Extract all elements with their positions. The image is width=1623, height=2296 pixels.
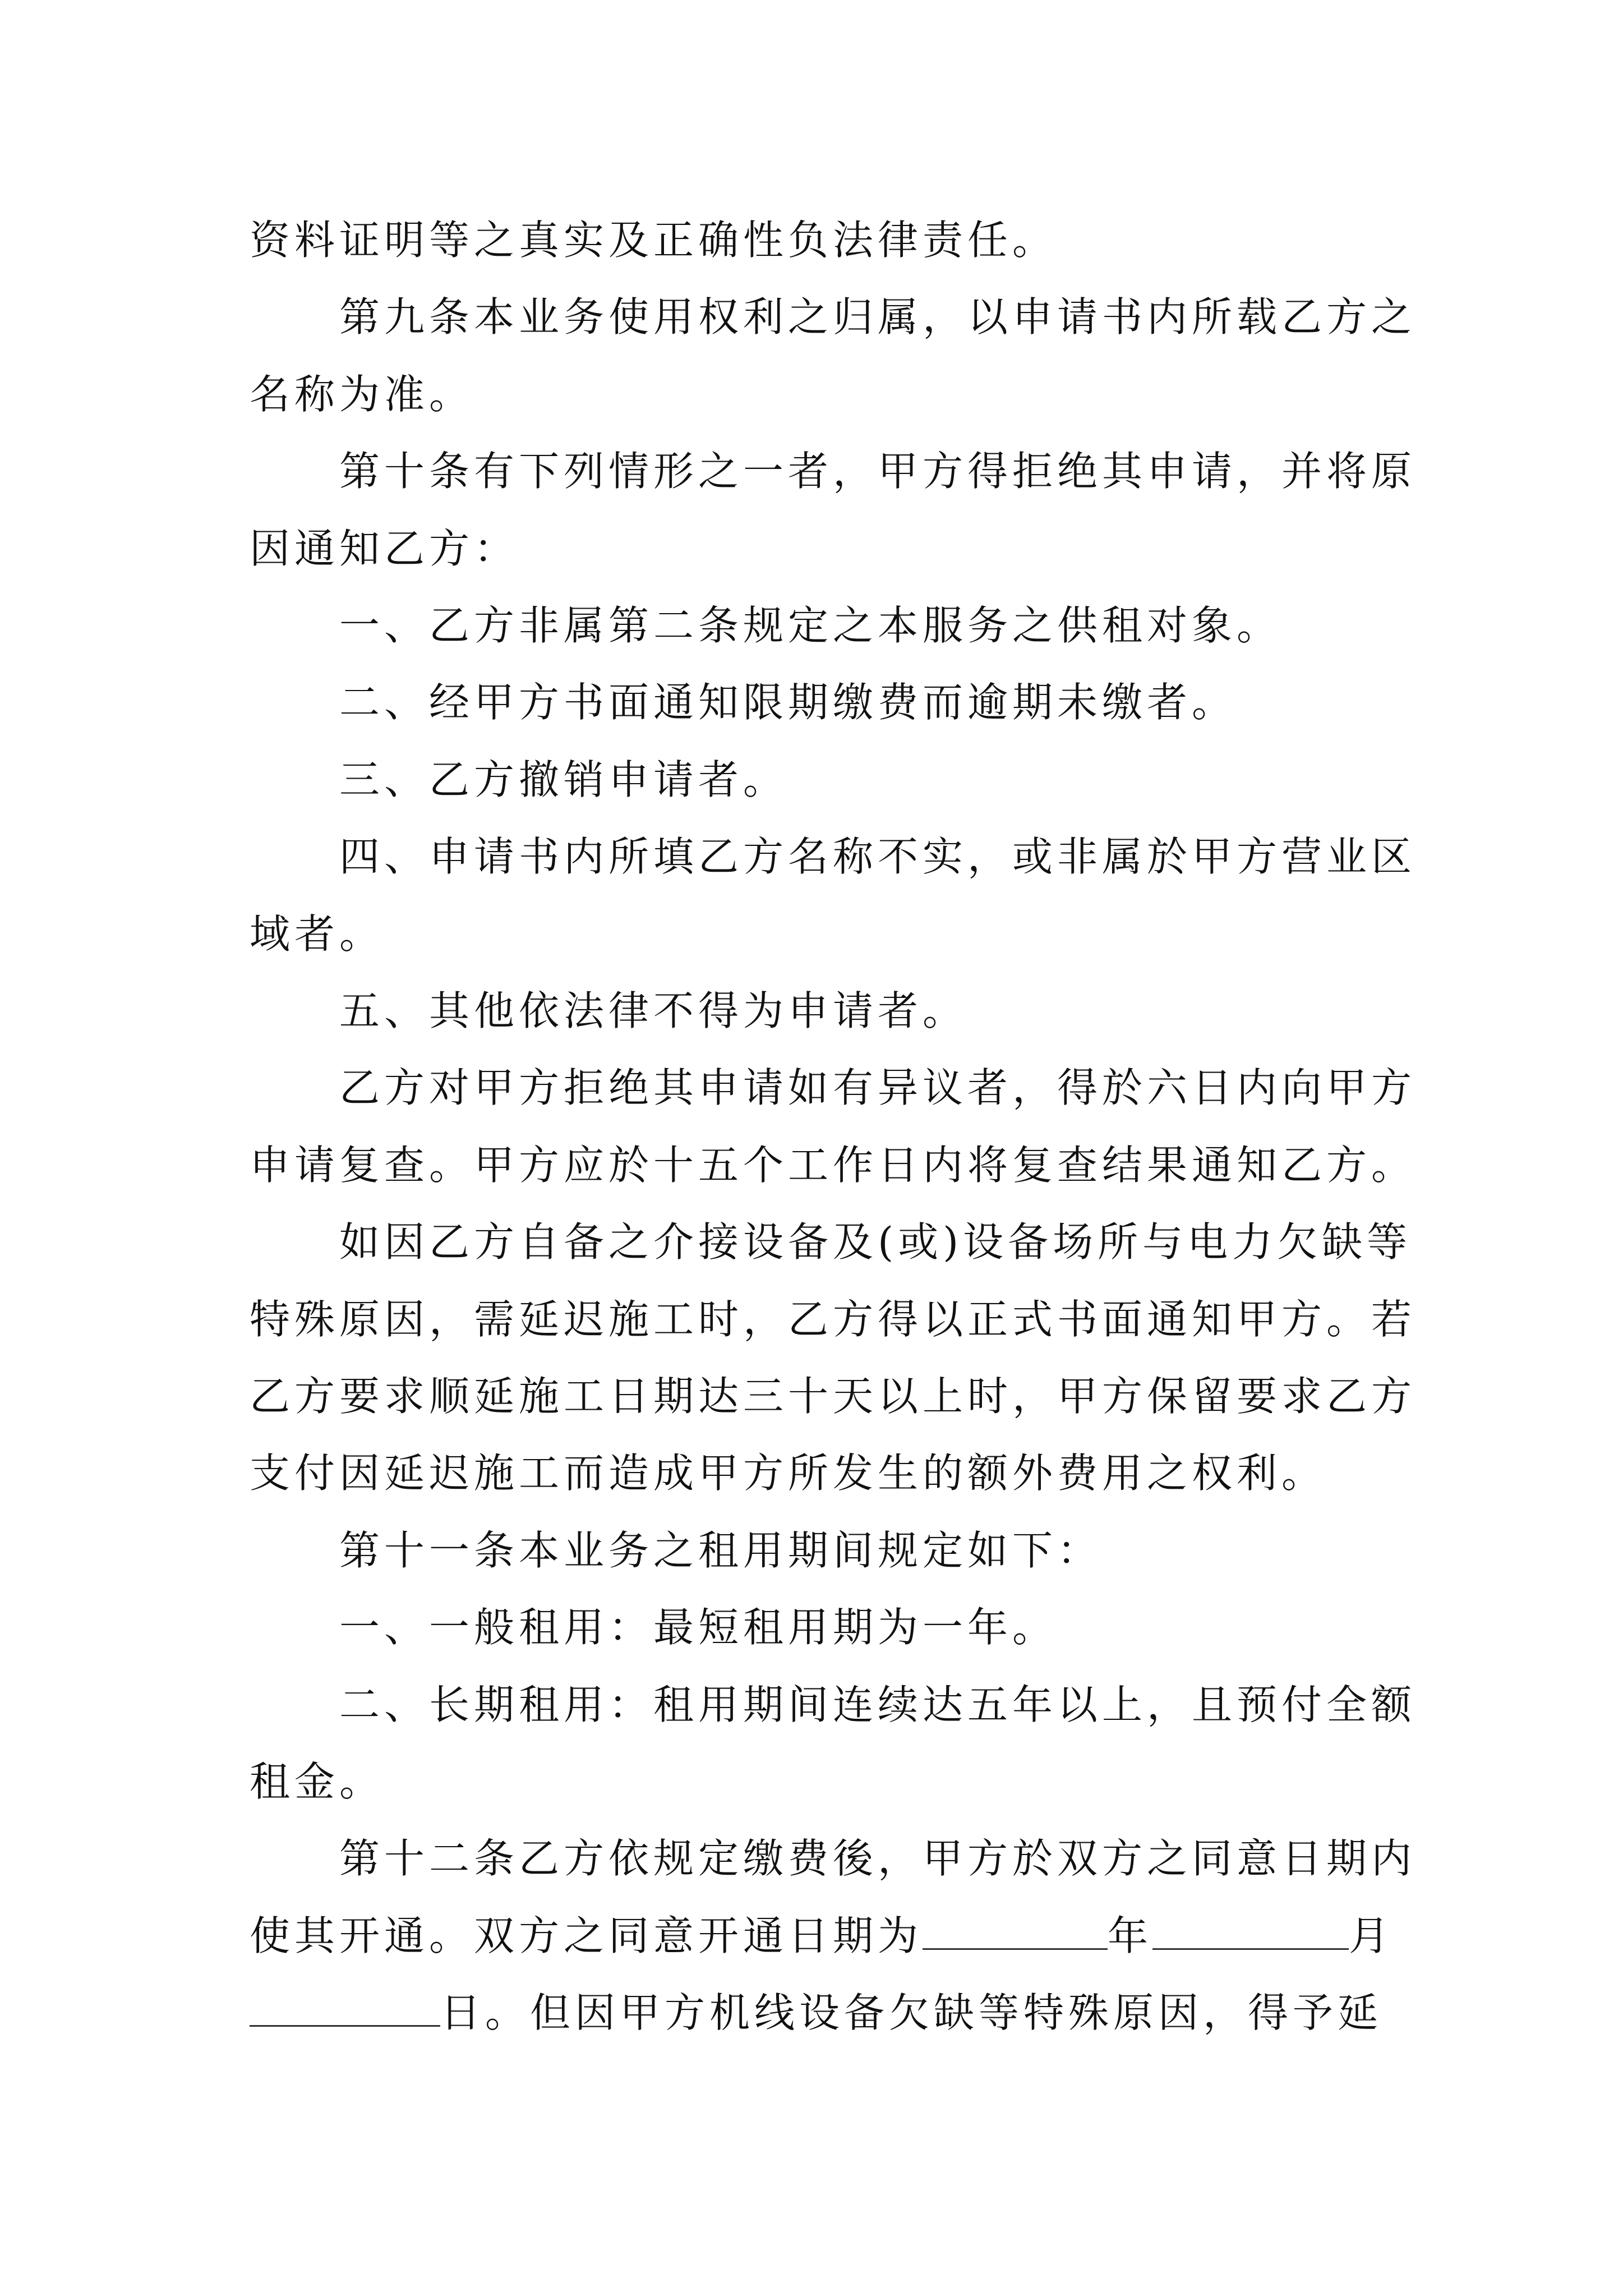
text-fragment: 日。但因甲方机线设备欠缺等特殊原因，得予延 xyxy=(440,1989,1383,2036)
text-line: 名称为准。 xyxy=(250,371,474,418)
text-line: 因通知乙方： xyxy=(250,525,519,572)
text-line: 第九条本业务使用权利之归属，以申请书内所载乙方之 xyxy=(339,293,1417,341)
text-line: 域者。 xyxy=(250,910,385,958)
text-line: 乙方要求顺延施工日期达三十天以上时，甲方保留要求乙方 xyxy=(250,1373,1417,1420)
text-line: 第十二条乙方依规定缴费後，甲方於双方之同意日期内 xyxy=(339,1835,1417,1882)
text-line xyxy=(250,1985,1382,2041)
text-fragment: 月 xyxy=(1349,1912,1394,1959)
text-line: 租金。 xyxy=(250,1758,385,1805)
text-line: 四、申请书内所填乙方名称不实，或非属於甲方营业区 xyxy=(339,833,1417,880)
text-line: 如因乙方自备之介接设备及(或)设备场所与电力欠缺等 xyxy=(339,1218,1412,1266)
text-line: 第十一条本业务之租用期间规定如下： xyxy=(339,1527,1103,1574)
text-line: 二、长期租用：租用期间连续达五年以上，且预付全额 xyxy=(339,1681,1417,1728)
text-line xyxy=(250,1908,1394,1964)
text-line: 支付因延迟施工而造成甲方所发生的额外费用之权利。 xyxy=(250,1450,1327,1497)
text-line: 二、经甲方书面通知限期缴费而逾期未缴者。 xyxy=(339,679,1237,726)
text-line: 三、乙方撤销申请者。 xyxy=(339,756,789,803)
text-line: 第十条有下列情形之一者，甲方得拒绝其申请，并将原 xyxy=(339,448,1417,495)
text-line: 一、乙方非属第二条规定之本服务之供租对象。 xyxy=(339,602,1282,649)
text-line: 资料证明等之真实及正确性负法律责任。 xyxy=(250,217,1058,264)
text-line: 五、其他依法律不得为申请者。 xyxy=(339,987,968,1034)
text-fragment: 使其开通。双方之同意开通日期为 xyxy=(250,1912,923,1959)
text-line: 乙方对甲方拒绝其申请如有异议者，得於六日内向甲方 xyxy=(339,1064,1417,1111)
blank-field-day xyxy=(250,1991,440,2027)
text-fragment: 年 xyxy=(1108,1912,1153,1959)
blank-field-month xyxy=(1152,1915,1349,1950)
text-line: 一、一般租用：最短租用期为一年。 xyxy=(339,1604,1058,1651)
text-line: 申请复查。甲方应於十五个工作日内将复查结果通知乙方。 xyxy=(250,1142,1417,1189)
blank-field-year xyxy=(923,1915,1108,1950)
text-line: 特殊原因，需延迟施工时，乙方得以正式书面通知甲方。若 xyxy=(250,1296,1417,1343)
